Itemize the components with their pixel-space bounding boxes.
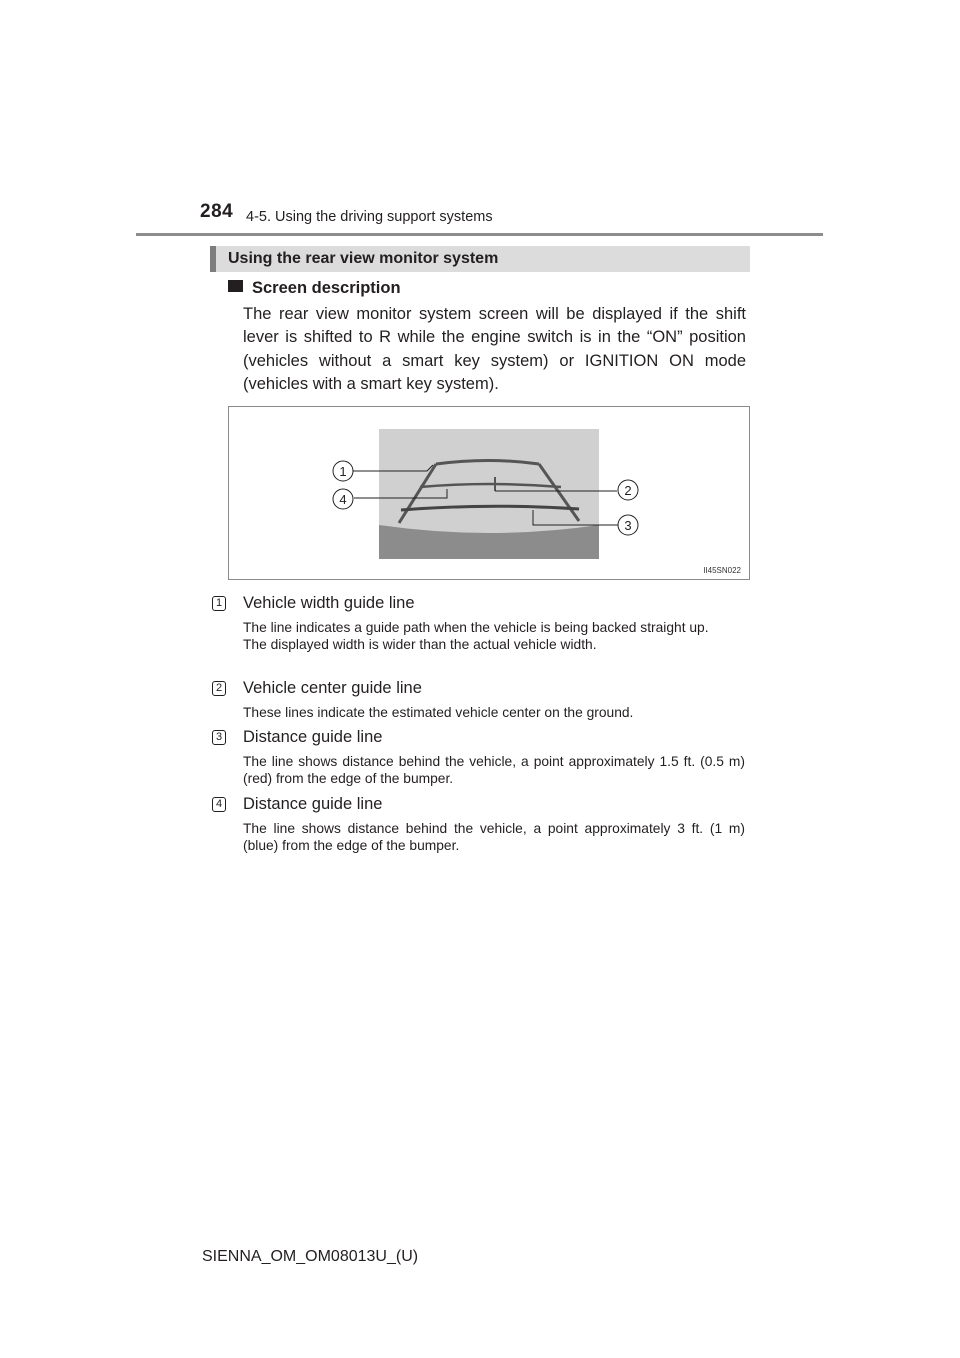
item-description: The line shows distance behind the vehicle, a point approximately 3 ft. (1 m) (blue) from the edge of the bumper.	[243, 821, 745, 853]
page-number: 284	[200, 201, 234, 222]
callout-label-2: 2	[624, 483, 632, 498]
screen-description-heading	[228, 279, 401, 298]
figure-code: II45SN022	[703, 566, 741, 575]
header-rule	[136, 233, 823, 236]
item-number-badge: 1	[212, 596, 226, 611]
item-number-badge: 3	[212, 730, 226, 745]
item-description: These lines indicate the estimated vehicle center on the ground.	[243, 705, 634, 720]
item-number-badge: 4	[212, 797, 226, 812]
rear-view-monitor-illustration	[229, 407, 751, 581]
item-description: The line indicates a guide path when the vehicle is being backed straight up. The displayed width is wider than the actual vehicle width.	[243, 620, 709, 652]
item-title: Vehicle width guide line	[243, 594, 415, 612]
item-title: Distance guide line	[243, 795, 383, 813]
footer-manual-code: SIENNA_OM_OM08013U_(U)	[202, 1248, 419, 1265]
screen-description-heading-text: Screen description	[252, 279, 401, 297]
callout-label-1: 1	[339, 464, 347, 479]
rear-view-monitor-figure	[228, 406, 750, 580]
item-description: The line shows distance behind the vehicle, a point approximately 1.5 ft. (0.5 m) (red) from the edge of the bumper.	[243, 754, 745, 786]
square-bullet-icon	[228, 280, 243, 292]
callout-label-4: 4	[339, 492, 347, 507]
section-title: 4-5. Using the driving support systems	[246, 209, 493, 225]
screen-description-text: The rear view monitor system screen will be displayed if the shift lever is shifted to R while the engine switch is in the “ON” position (vehicles without a smart key system) or IGNITION ON mode (vehicles with a smart key system).	[243, 305, 746, 393]
item-title: Vehicle center guide line	[243, 679, 422, 697]
item-title: Distance guide line	[243, 728, 383, 746]
subsection-header	[210, 246, 750, 272]
subsection-title: Using the rear view monitor system	[228, 250, 499, 267]
callout-label-3: 3	[624, 518, 632, 533]
item-number-badge: 2	[212, 681, 226, 696]
